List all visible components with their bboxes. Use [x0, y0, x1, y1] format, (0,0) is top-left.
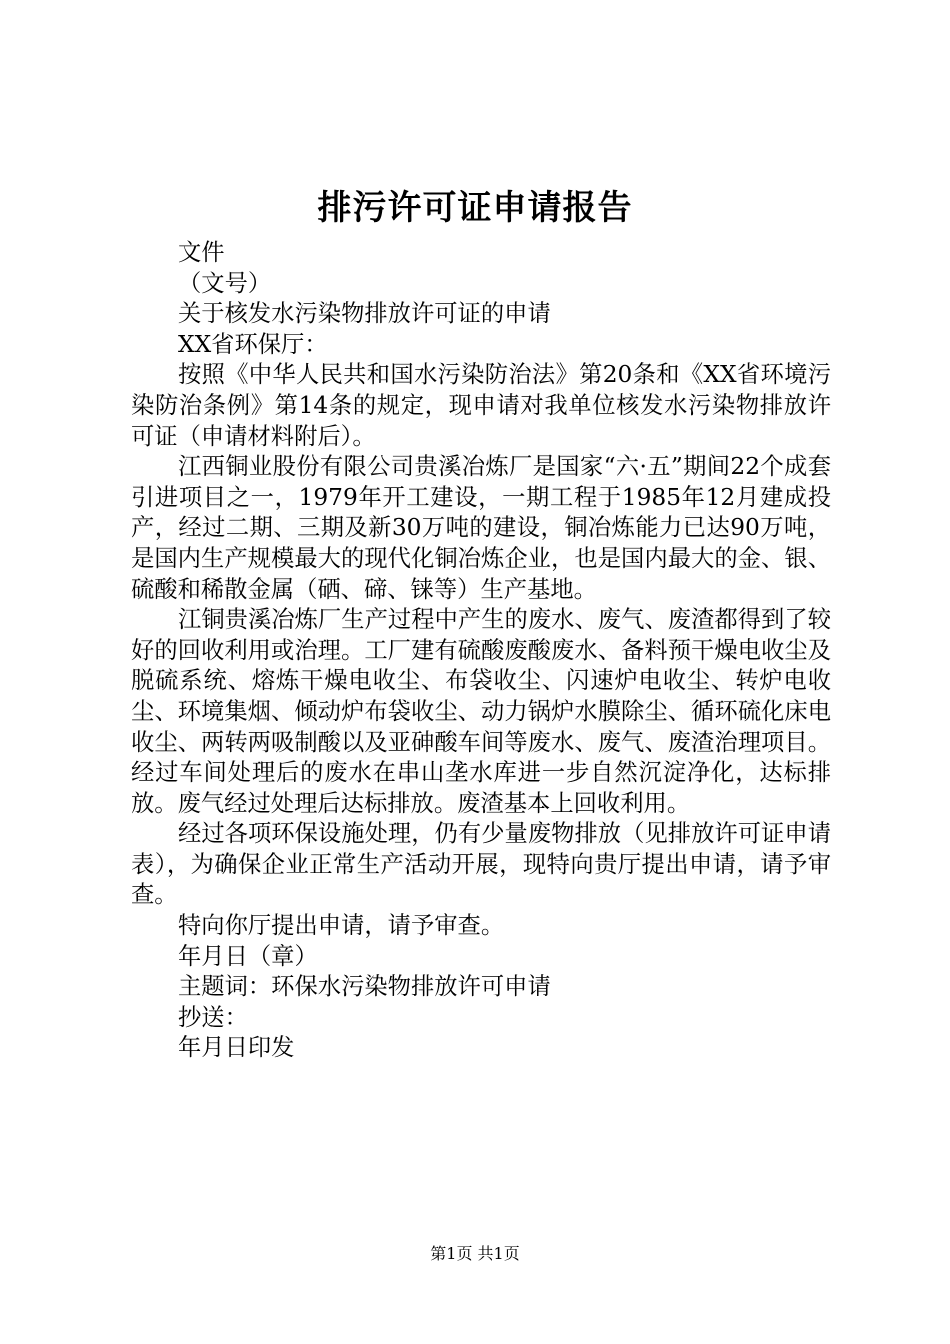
header-line-doc-number: （文号） [178, 269, 272, 297]
header-line-file: 文件 [178, 239, 225, 266]
document-body [131, 238, 831, 1064]
paragraph-company-intro: 江西铜业股份有限公司贵溪冶炼厂是国家“六·五”期间22个成套引进项目之一，1979年开工建设，一期工程于1985年12月建成投产，经过二期、三期及新30万吨的建设，铜冶炼能力已达90万吨，是国内生产规模最大的现代化铜冶炼企业，也是国内最大的金、银、硫酸和稀散金属（硒、碲、铼等）生产基地。 [131, 453, 831, 603]
paragraph-legal-basis: 按照《中华人民共和国水污染防治法》第20条和《XX省环境污染防治条例》第14条的规定，现申请对我单位核发水污染物排放许可证（申请材料附后）。 [131, 361, 831, 450]
closing-line-cc: 抄送： [178, 1003, 248, 1031]
paragraph-treatment: 江铜贵溪冶炼厂生产过程中产生的废水、废气、废渣都得到了较好的回收利用或治理。工厂建有硫酸废酸废水、备料预干燥电收尘及脱硫系统、熔炼干燥电收尘、布袋收尘、闪速炉电收尘、转炉电收尘、环境集烟、倾动炉布袋收尘、动力锅炉水膜除尘、循环硫化床电收尘、两转两吸制酸以及亚砷酸车间等废水、废气、废渣治理项目。经过车间处理后的废水在串山垄水库进一步自然沉淀净化，达标排放。废气经过处理后达标排放。废渣基本上回收利用。 [131, 606, 831, 817]
closing-line-request: 特向你厅提出申请，请予审查。 [178, 912, 505, 940]
document-title: 排污许可证申请报告 [317, 188, 633, 228]
paragraph-request: 经过各项环保设施处理，仍有少量废物排放（见排放许可证申请表），为确保企业正常生产活动开展，现特向贵厅提出申请，请予审查。 [131, 820, 831, 909]
closing-line-issue-date: 年月日印发 [178, 1034, 295, 1062]
page-footer: 第1页 共1页 [430, 1244, 520, 1263]
closing-line-date-seal: 年月日（章） [178, 942, 318, 970]
closing-line-keywords: 主题词：环保水污染物排放许可申请 [178, 973, 551, 1001]
header-line-subject: 关于核发水污染物排放许可证的申请 [178, 300, 551, 328]
header-line-recipient: XX省环保厅： [178, 330, 328, 358]
